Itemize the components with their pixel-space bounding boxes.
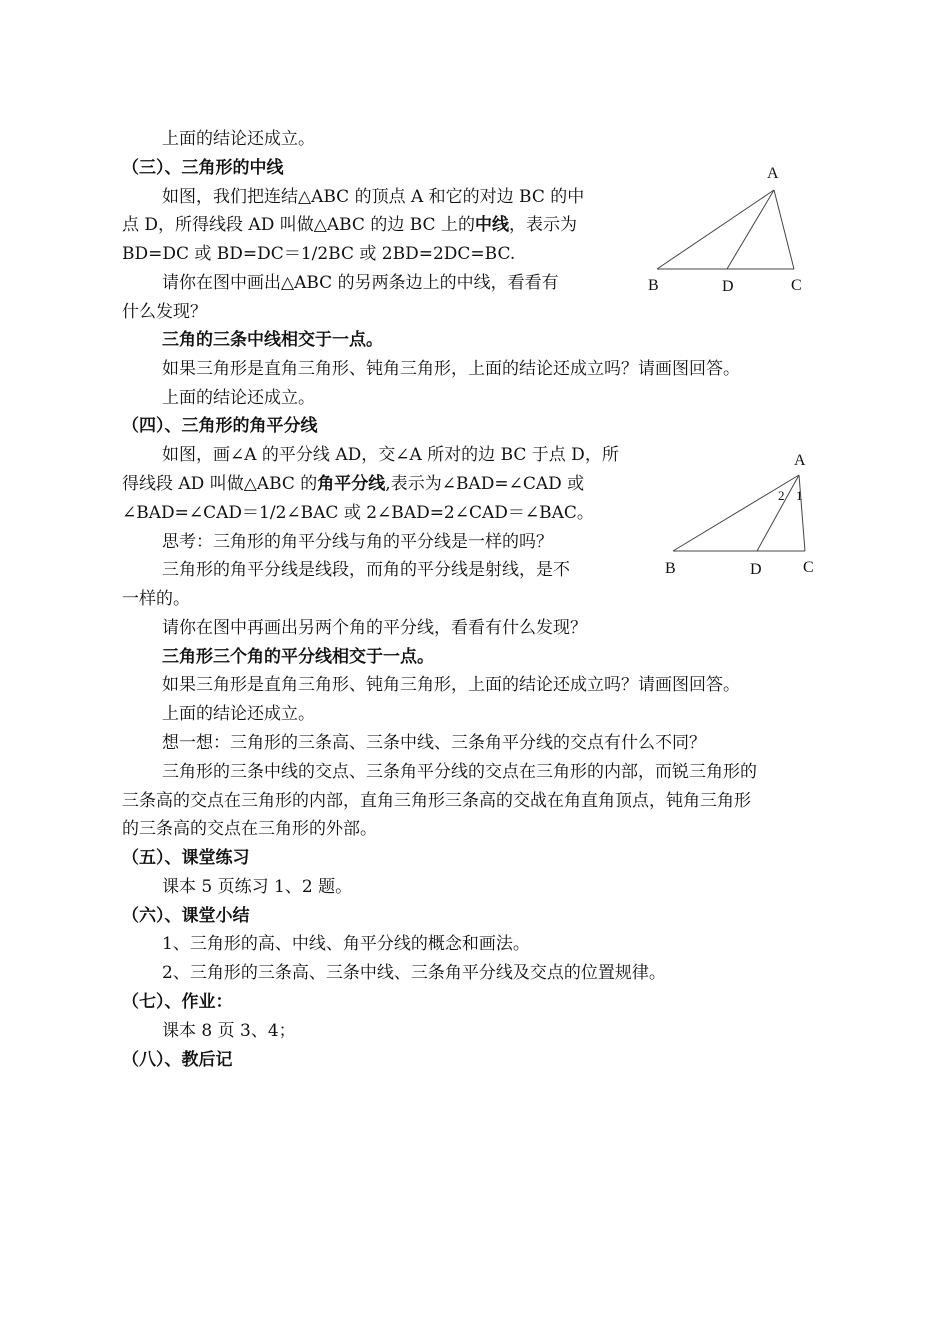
s4-think-answer-line1: 三角形的角平分线是线段，而角的平分线是射线，是不 [162,560,570,580]
section-6-title: （六）、课堂小结 [122,906,250,926]
section-8-title: （八）、教后记 [122,1050,233,1070]
fig2-side-AB [673,475,799,551]
s3-para1-line2-pre: 点 D，所得线段 AD 叫做△ABC 的边 BC 上的 [122,215,475,235]
fig2-label-C: C [803,559,814,576]
fig1-label-A: A [767,165,779,182]
s4-term-bisector: 角平分线 [317,474,386,494]
think-title: 想一想：三角形的三条高、三条中线、三条角平分线的交点有什么不同？ [162,733,706,753]
s3-conclusion-top: 上面的结论还成立。 [162,129,315,149]
s4-para1-line3: ∠BAD=∠CAD＝1/2∠BAC 或 2∠BAD=2∠CAD＝∠BAC。 [122,503,594,523]
s3-para2-line1: 请你在图中画出△ABC 的另两条边上的中线，看看有 [162,273,559,293]
s4-think: 思考：三角形的角平分线与角的平分线是一样的吗？ [162,532,553,552]
section-3-title: （三）、三角形的中线 [122,158,284,178]
section-5-title: （五）、课堂练习 [122,848,250,868]
s3-para1-line2-post: ，表示为 [508,215,577,235]
s4-question: 如果三角形是直角三角形、钝角三角形，上面的结论还成立吗？请画图回答。 [162,675,740,695]
s4-para1-line2-pre: 得线段 AD 叫做△ABC 的 [122,474,318,494]
s5-body: 课本 5 页练习 1、2 题。 [162,877,353,897]
think-answer-line3: 的三条高的交点在三角形的外部。 [122,819,377,839]
s4-think-answer-line2: 一样的。 [122,589,190,609]
section-7-title: （七）、作业： [122,992,233,1012]
fig2-side-AC [799,475,805,551]
s7-body: 课本 8 页 3、4； [162,1021,296,1041]
s6-item-1: 1、三角形的高、中线、角平分线的概念和画法。 [162,934,530,954]
s3-bold-result: 三角的三条中线相交于一点。 [162,330,383,350]
figure-bisector-triangle [673,475,805,551]
s6-item-2: 2、三角形的三条高、三条中线、三条角平分线及交点的位置规律。 [162,963,666,983]
fig1-label-C: C [791,277,802,294]
fig2-angle-1: 1 [796,488,803,503]
fig2-label-A: A [794,452,806,469]
fig1-side-AC [774,190,794,269]
s3-question: 如果三角形是直角三角形、钝角三角形，上面的结论还成立吗？请画图回答。 [162,359,740,379]
think-answer-line1: 三角形的三条中线的交点、三条角平分线的交点在三角形的内部，而锐三角形的 [162,762,757,782]
s3-para1-line1: 如图，我们把连结△ABC 的顶点 A 和它的对边 BC 的中 [162,187,585,207]
fig2-bisector-AD [757,475,799,551]
fig1-side-AB [657,190,774,269]
s3-answer: 上面的结论还成立。 [162,388,315,408]
fig2-angle-2: 2 [778,488,785,503]
s3-para2-line2: 什么发现？ [122,302,207,322]
figure-median-triangle [657,190,794,269]
s3-para1-line3: BD=DC 或 BD=DC＝1/2BC 或 2BD=2DC=BC. [122,244,516,264]
s3-term-median: 中线 [474,215,509,235]
s4-para1-line1: 如图，画∠A 的平分线 AD，交∠A 所对的边 BC 于点 D，所 [162,445,619,465]
fig1-label-D: D [722,278,734,295]
s4-bold-result: 三角形三个角的平分线相交于一点。 [162,647,434,667]
fig1-median-AD [727,190,774,269]
s4-para1-line2-post: ,表示为∠BAD=∠CAD 或 [385,474,585,494]
think-answer-line2: 三条高的交点在三角形的内部，直角三角形三条高的交战在角直角顶点，钝角三角形 [122,791,751,811]
s4-answer: 上面的结论还成立。 [162,704,315,724]
s4-para2: 请你在图中再画出另两个角的平分线，看看有什么发现？ [162,618,587,638]
fig2-label-D: D [750,561,762,578]
fig2-label-B: B [665,560,676,577]
fig1-label-B: B [648,277,659,294]
section-4-title: （四）、三角形的角平分线 [122,416,318,436]
